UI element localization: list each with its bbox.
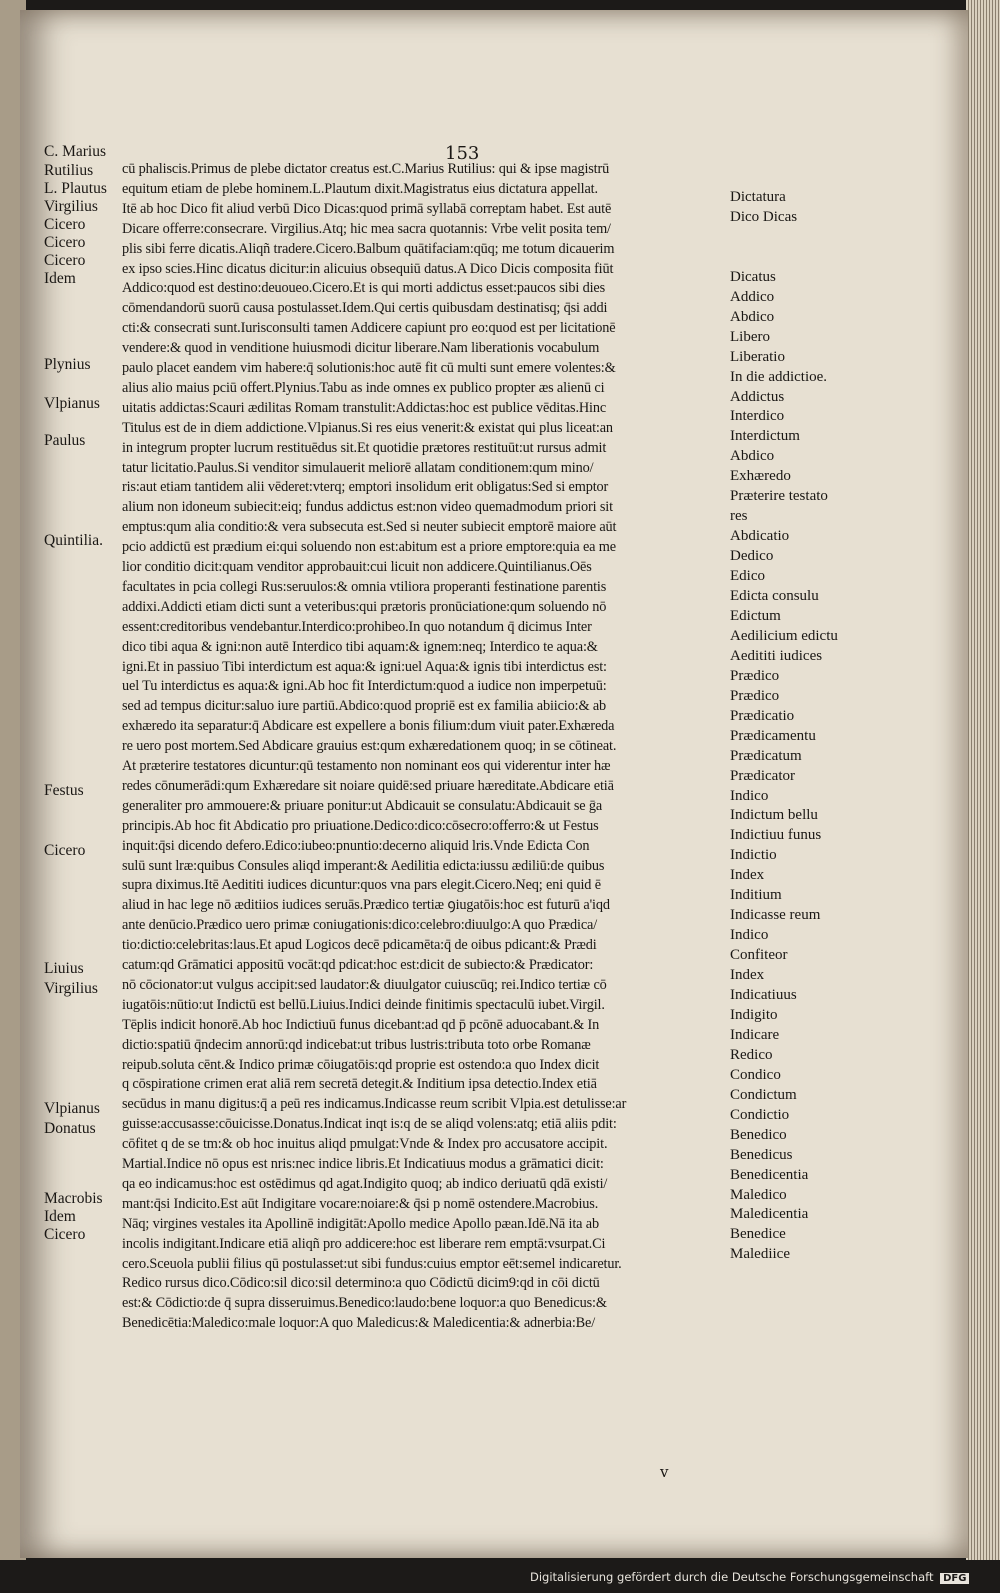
margin-keyword: Dictatura [730, 189, 786, 205]
text-line: re uero post mortem.Sed Abdicare grauius est:qum exhæredationem quoq; in se cōtineat. [122, 738, 617, 755]
margin-name: L. Plautus [44, 180, 107, 197]
text-line: tatur licitatio.Paulus.Si venditor simulauerit meliorē allatam conditionem:qum mino/ [122, 459, 594, 476]
text-line: tio:dictio:celebritas:laus.Et apud Logicos decē pdicamēta:q̄ de oibus pdicant:& Prædi [122, 937, 597, 954]
text-line: ris:aut etiam tantidem alii vēderet:vterq; emptori insolidum erit obligatus:Sed si emptor [122, 479, 609, 496]
text-line: emptus:qum alia conditio:& vera subsecuta est.Sed si neuter subiecit emptorē maiore aūt [122, 519, 617, 536]
text-line: essent:creditoribus vendebantur.Interdico:prohibeo.In quo notandum q̄ dicimus Inter [122, 618, 592, 635]
text-line: Redico rursus dico.Cōdico:sil dico:sil determino:a quo Cōdictū dicim9:qd in cōi dictū [122, 1275, 600, 1292]
margin-name: Cicero [44, 842, 86, 859]
margin-keyword: Inditium [730, 887, 782, 904]
margin-keyword: Aedititi iudices [730, 647, 823, 664]
margin-name: Vlpianus [44, 1100, 100, 1117]
margin-keyword: Interdico [730, 408, 785, 425]
text-line: cōfitet q de se tm:& ob hoc inuitus aliqd pmulgat:Vnde & Index pro accusatore accipit. [122, 1136, 608, 1153]
text-line: igni.Et in passiuo Tibi interdictum est aqua:& igni:uel Aqua:& ignis tibi interdictus est: [122, 658, 607, 675]
margin-keyword: Indico [730, 787, 769, 804]
margin-keyword: Edictum [730, 607, 781, 624]
text-line: plis sibi ferre dicatis.Aliqñ tradere.Cicero.Balbum quātifaciam:qūq; me totum dicauerim [122, 240, 615, 257]
text-line: Itē ab hoc Dico fit aliud verbū Dico Dicas:quod primā syllabā correptam habet. Est autē [122, 200, 612, 217]
text-line: sulū sunt lræ:quibus Consules aliqd imperant:& Aedilitia edicta:iussu ædiliū:de quibus [122, 857, 605, 874]
margin-keyword: Index [730, 967, 765, 984]
margin-keyword: Liberatio [730, 348, 785, 365]
margin-keyword: Prædico [730, 687, 780, 704]
text-line: uel Tu interdictus es aqua:& igni.Ab hoc fit Interdictum:quod a iudice non imperpetuū: [122, 678, 607, 695]
text-line: addixi.Addicti etiam dicti sunt a veteribus:qui prætoris pronūciatione:qum soluendo nō [122, 598, 607, 615]
text-line: mant:q̄si Indicito.Est aūt Indigitare vocare:noiare:& q̄si p nomē ostendere.Macrobius. [122, 1195, 599, 1212]
margin-keyword: Edicta consulu [730, 588, 819, 604]
text-line: catum:qd Grāmatici appositū vocāt:qd pdicat:hoc est:dicit de subiecto:& Prædicator: [122, 957, 594, 973]
text-line: ante denūcio.Prædico uero primæ coniugationis:dico:celebro:diuulgo:A quo Prædica/ [122, 917, 598, 934]
margin-keyword: Edico [730, 568, 765, 585]
text-line: nō cōcionator:ut vulgus accipit:sed laudator:& diuulgator cuiuscūq; rei.Indico tertiæ cō [122, 976, 607, 993]
text-line: Martial.Indice nō opus est nris:nec indice libris.Et Indicatiuus modus a grāmatici dicit: [122, 1156, 604, 1172]
margin-name: Cicero [44, 234, 86, 251]
text-line: principis.Ab hoc fit Abdicatio pro priuatione.Dedico:dico:cōsecro:offerro:& ut Festus [122, 817, 599, 834]
text-line: cōmendandorū suorū causa postulasset.Idem.Qui certis quibusdam destinatisq; q̄si addi [122, 300, 608, 317]
margin-name: Cicero [44, 216, 86, 233]
margin-name: C. Marius [44, 143, 106, 160]
margin-keyword: Indico [730, 927, 769, 944]
text-line: cero.Sceuola publii filius qū postulasset:ut sibi fundus:cuius emptor eēt:semel indicaretur. [122, 1255, 622, 1272]
text-line: dictio:spatiū q̄ndecim annorū:qd indicebat:ut tribus lustris:tributa toto orbe Romanæ [122, 1036, 591, 1053]
margin-keyword: Aedilicium edictu [730, 627, 838, 644]
text-line: sed ad tempus dicitur:saluo iure partiū.Abdico:quod propriē est ex familia abiicio:& ab [122, 698, 607, 715]
text-line: secūdus in manu digitus:q̄ a peū res indicamus.Indicasse reum scribit Vlpia.est detulisse:ar [122, 1096, 627, 1113]
margin-name: Vlpianus [44, 395, 100, 412]
margin-name: Festus [44, 782, 84, 799]
text-line: Titulus est de in diem addictione.Vlpianus.Si res eius venerit:& existat qui plus liceat:an [122, 419, 613, 436]
margin-keyword: In die addictioe. [730, 368, 828, 385]
margin-name: Cicero [44, 252, 86, 269]
margin-keyword: Condico [730, 1066, 781, 1083]
margin-keyword: Indictio [730, 847, 777, 864]
margin-keyword: Prædicatio [730, 707, 795, 724]
margin-name: Cicero [44, 1226, 86, 1243]
margin-keyword: Libero [730, 328, 770, 345]
margin-keyword: Indicare [730, 1026, 780, 1043]
margin-keyword: Benedico [730, 1126, 787, 1143]
text-line: iugatōis:nūtio:ut Indictū est bellū.Liuius.Indici deinde finitimis spectaculū iubet.Virgil. [122, 996, 605, 1013]
margin-keyword: Condictum [730, 1086, 797, 1103]
text-line: pcio addictū est prædium ei:qui soluendo non est:abitum est a priore emptore:quia ea me [122, 539, 616, 556]
margin-name: Rutilius [44, 162, 94, 179]
folio-number: 153 [445, 143, 480, 164]
margin-keyword: Benedicentia [730, 1166, 809, 1183]
text-line: cū phaliscis.Primus de plebe dictator creatus est.C.Marius Rutilius: qui & ipse magistrū [122, 161, 610, 177]
margin-keyword: Prædico [730, 667, 780, 684]
text-line: equitum etiam de plebe hominem.L.Plautum dixit.Magistratus eius dictatura appellat. [122, 180, 598, 197]
margin-keyword: Dico Dicas [730, 208, 798, 225]
margin-keyword: Indicatiuus [730, 987, 797, 1003]
margin-keyword: Addictus [730, 388, 785, 405]
margin-keyword: Maledico [730, 1186, 787, 1203]
text-line: Dicare offerre:consecrare. Virgilius.Atq; hic mea sacra quotannis: Vrbe velit posita tem/ [122, 220, 611, 237]
text-line: paulo placet eandem vim habere:q̄ solutionis:hoc autē fit cū multi sunt emere volentes:& [122, 360, 616, 376]
margin-keyword: Indictum bellu [730, 807, 818, 824]
margin-name: Virgilius [44, 198, 98, 215]
text-line: redes cōnumerādi:qum Exhæredare sit noiare quidē:sed priuare hæreditate.Abdicare etiā [122, 777, 614, 794]
text-line: Nāq; virgines vestales ita Apollinē indigitāt:Apollo medice Apollo pæan.Idē.Nā ita ab [122, 1215, 599, 1232]
margin-name: Liuius [44, 960, 84, 977]
margin-name: Macrobis [44, 1190, 103, 1207]
text-line: Addico:quod est destino:deuoueo.Cicero.Et is qui morti addictus esset:paucos sibi dies [122, 280, 606, 297]
margin-keyword: Indicasse reum [730, 907, 821, 924]
margin-keyword: Interdictum [730, 428, 800, 445]
margin-keyword: Confiteor [730, 947, 788, 964]
dfg-logo: DFG [940, 1573, 969, 1584]
margin-keyword: Dicatus [730, 268, 776, 285]
text-line: dico tibi aqua & igni:non autē Interdico tibi aquam:& ignem:neq; Interdico te aqua:& [122, 638, 598, 655]
text-line: vendere:& quod in venditione huiusmodi dicitur liberare.Nam liberationis vocabulum [122, 340, 600, 357]
margin-keyword: Redico [730, 1046, 773, 1063]
margin-keyword: Benedicus [730, 1146, 793, 1163]
book-page-edges [966, 0, 1000, 1560]
margin-name: Paulus [44, 432, 86, 449]
margin-keyword: Prædicator [730, 767, 795, 784]
footer-text: Digitalisierung gefördert durch die Deutsche Forschungsgemeinschaft [530, 1570, 934, 1584]
text-line: incolis indigitant.Indicare etiā aliqñ pro addicere:hoc est liberare rem emptā:vsurpat.Ci [122, 1235, 606, 1252]
margin-keyword: res [730, 508, 748, 525]
text-line: facultates in pcia collegi Rus:seruulos:& omnia vtiliora properanti festinatione parentis [122, 578, 607, 595]
margin-name: Idem [44, 270, 76, 287]
text-line: q cōspiratione crimen erat aliā rem secretā detegit.& Inditium ipsa detectio.Index etiā [122, 1076, 597, 1093]
margin-keyword: Indictiuu funus [730, 827, 822, 844]
text-line: reipub.soluta cēnt.& Indico primæ cōiugatōis:qd proprie est ostendo:a quo Index dicit [122, 1056, 600, 1073]
text-line: Benedicētia:Maledico:male loquor:A quo Maledicus:& Maledicentia:& adnerbia:Be/ [122, 1315, 596, 1332]
margin-keyword: Præterire testato [730, 488, 828, 505]
margin-keyword: Prædicatum [730, 747, 802, 764]
text-line: exhæredo ita separatur:q̄ Abdicare est expellere a bonis filium:dum viuit pater.Exhæreda [122, 718, 615, 735]
margin-keyword: Maledicentia [730, 1206, 809, 1223]
text-line: in integrum propter lucrum restituēdus sit.Et quotidie prætores restituūt:ut rursus admit [122, 439, 607, 456]
text-line: supra diximus.Itē Aedititi iudices dicuntur:quos vna pars elegit.Cicero.Neq; eni quid ē [122, 877, 601, 894]
text-line: lior conditio dicit:quam venditor approbauit:cui licuit non addicere.Quintilianus.Oēs [122, 559, 592, 575]
margin-keyword: Index [730, 867, 765, 884]
text-line: alius alio maius pciū offert.Plynius.Tabu as inde omnes ex publico propter æs alienū ci [122, 379, 605, 396]
margin-keyword: Benedice [730, 1226, 786, 1243]
text-line: cti:& consecrati sunt.Iurisconsulti tamen Addicere capiunt pro eo:quod est per licitationē [122, 320, 616, 337]
margin-keyword: Malediice [730, 1246, 790, 1263]
text-line: uitatis addictas:Scauri ædilitas Romam transtulit:Addictas:hoc est publice vēditas.Hinc [122, 399, 607, 416]
margin-keyword: Abdico [730, 308, 775, 325]
margin-name: Virgilius [44, 980, 98, 997]
margin-keyword: Indigito [730, 1006, 778, 1023]
text-line: est:& Cōdictio:de q̄ supra disseruimus.Benedico:laudo:bene loquor:a quo Benedicus:& [122, 1295, 607, 1312]
text-line: At præterire testatores dicuntur:qū testamento non nominant eos qui viderentur inter hæ [122, 758, 611, 774]
text-line: ex ipso scies.Hinc dicatus dicitur:in alicuius obsequiū datus.A Dico Dicis composita fiūt [122, 260, 614, 277]
text-line: guisse:accusasse:cōuicisse.Donatus.Indicat inqt is:q de se aliqd volens:atq; etiā aliis pdit: [122, 1116, 617, 1133]
margin-keyword: Prædicamentu [730, 727, 816, 744]
margin-keyword: Condictio [730, 1106, 790, 1123]
margin-name: Idem [44, 1208, 76, 1225]
margin-keyword: Abdicatio [730, 528, 790, 545]
text-line: inquit:q̄si dicendo defero.Edico:iubeo:pnuntio:decerno aliquid lris.Vnde Edicta Con [122, 837, 590, 854]
margin-name: Donatus [44, 1120, 96, 1137]
digitization-footer [530, 1570, 969, 1584]
margin-keyword: Dedico [730, 548, 774, 565]
margin-name: Quintilia. [44, 532, 103, 549]
signature-mark: v [660, 1463, 669, 1481]
text-line: generaliter pro ammouere:& priuare ponitur:ut Abdicauit se consulatu:Abdicauit se ḡa [122, 797, 603, 814]
margin-keyword: Exhæredo [730, 468, 791, 485]
margin-keyword: Addico [730, 288, 775, 305]
margin-keyword: Abdico [730, 448, 775, 465]
text-line: aliud in hac lege nō æditiios iudices seruās.Prædico tertiæ ꝯiugatōis:hoc est futurū a'iqd [122, 897, 610, 914]
text-line: qa eo indicamus:hoc est ostēdimus qd agat.Indigito quoq; ab indico deriuatū qdā existi/ [122, 1175, 608, 1192]
text-line: Tēplis indicit honorē.Ab hoc Indictiuū funus dicebant:ad qd p̄ pcōnē aduocabant.& In [122, 1016, 600, 1033]
margin-name: Plynius [44, 356, 91, 373]
text-line: alium non idoneum subiecit:eiq; fundus addictus est:non video quemadmodum priori sit [122, 499, 613, 516]
